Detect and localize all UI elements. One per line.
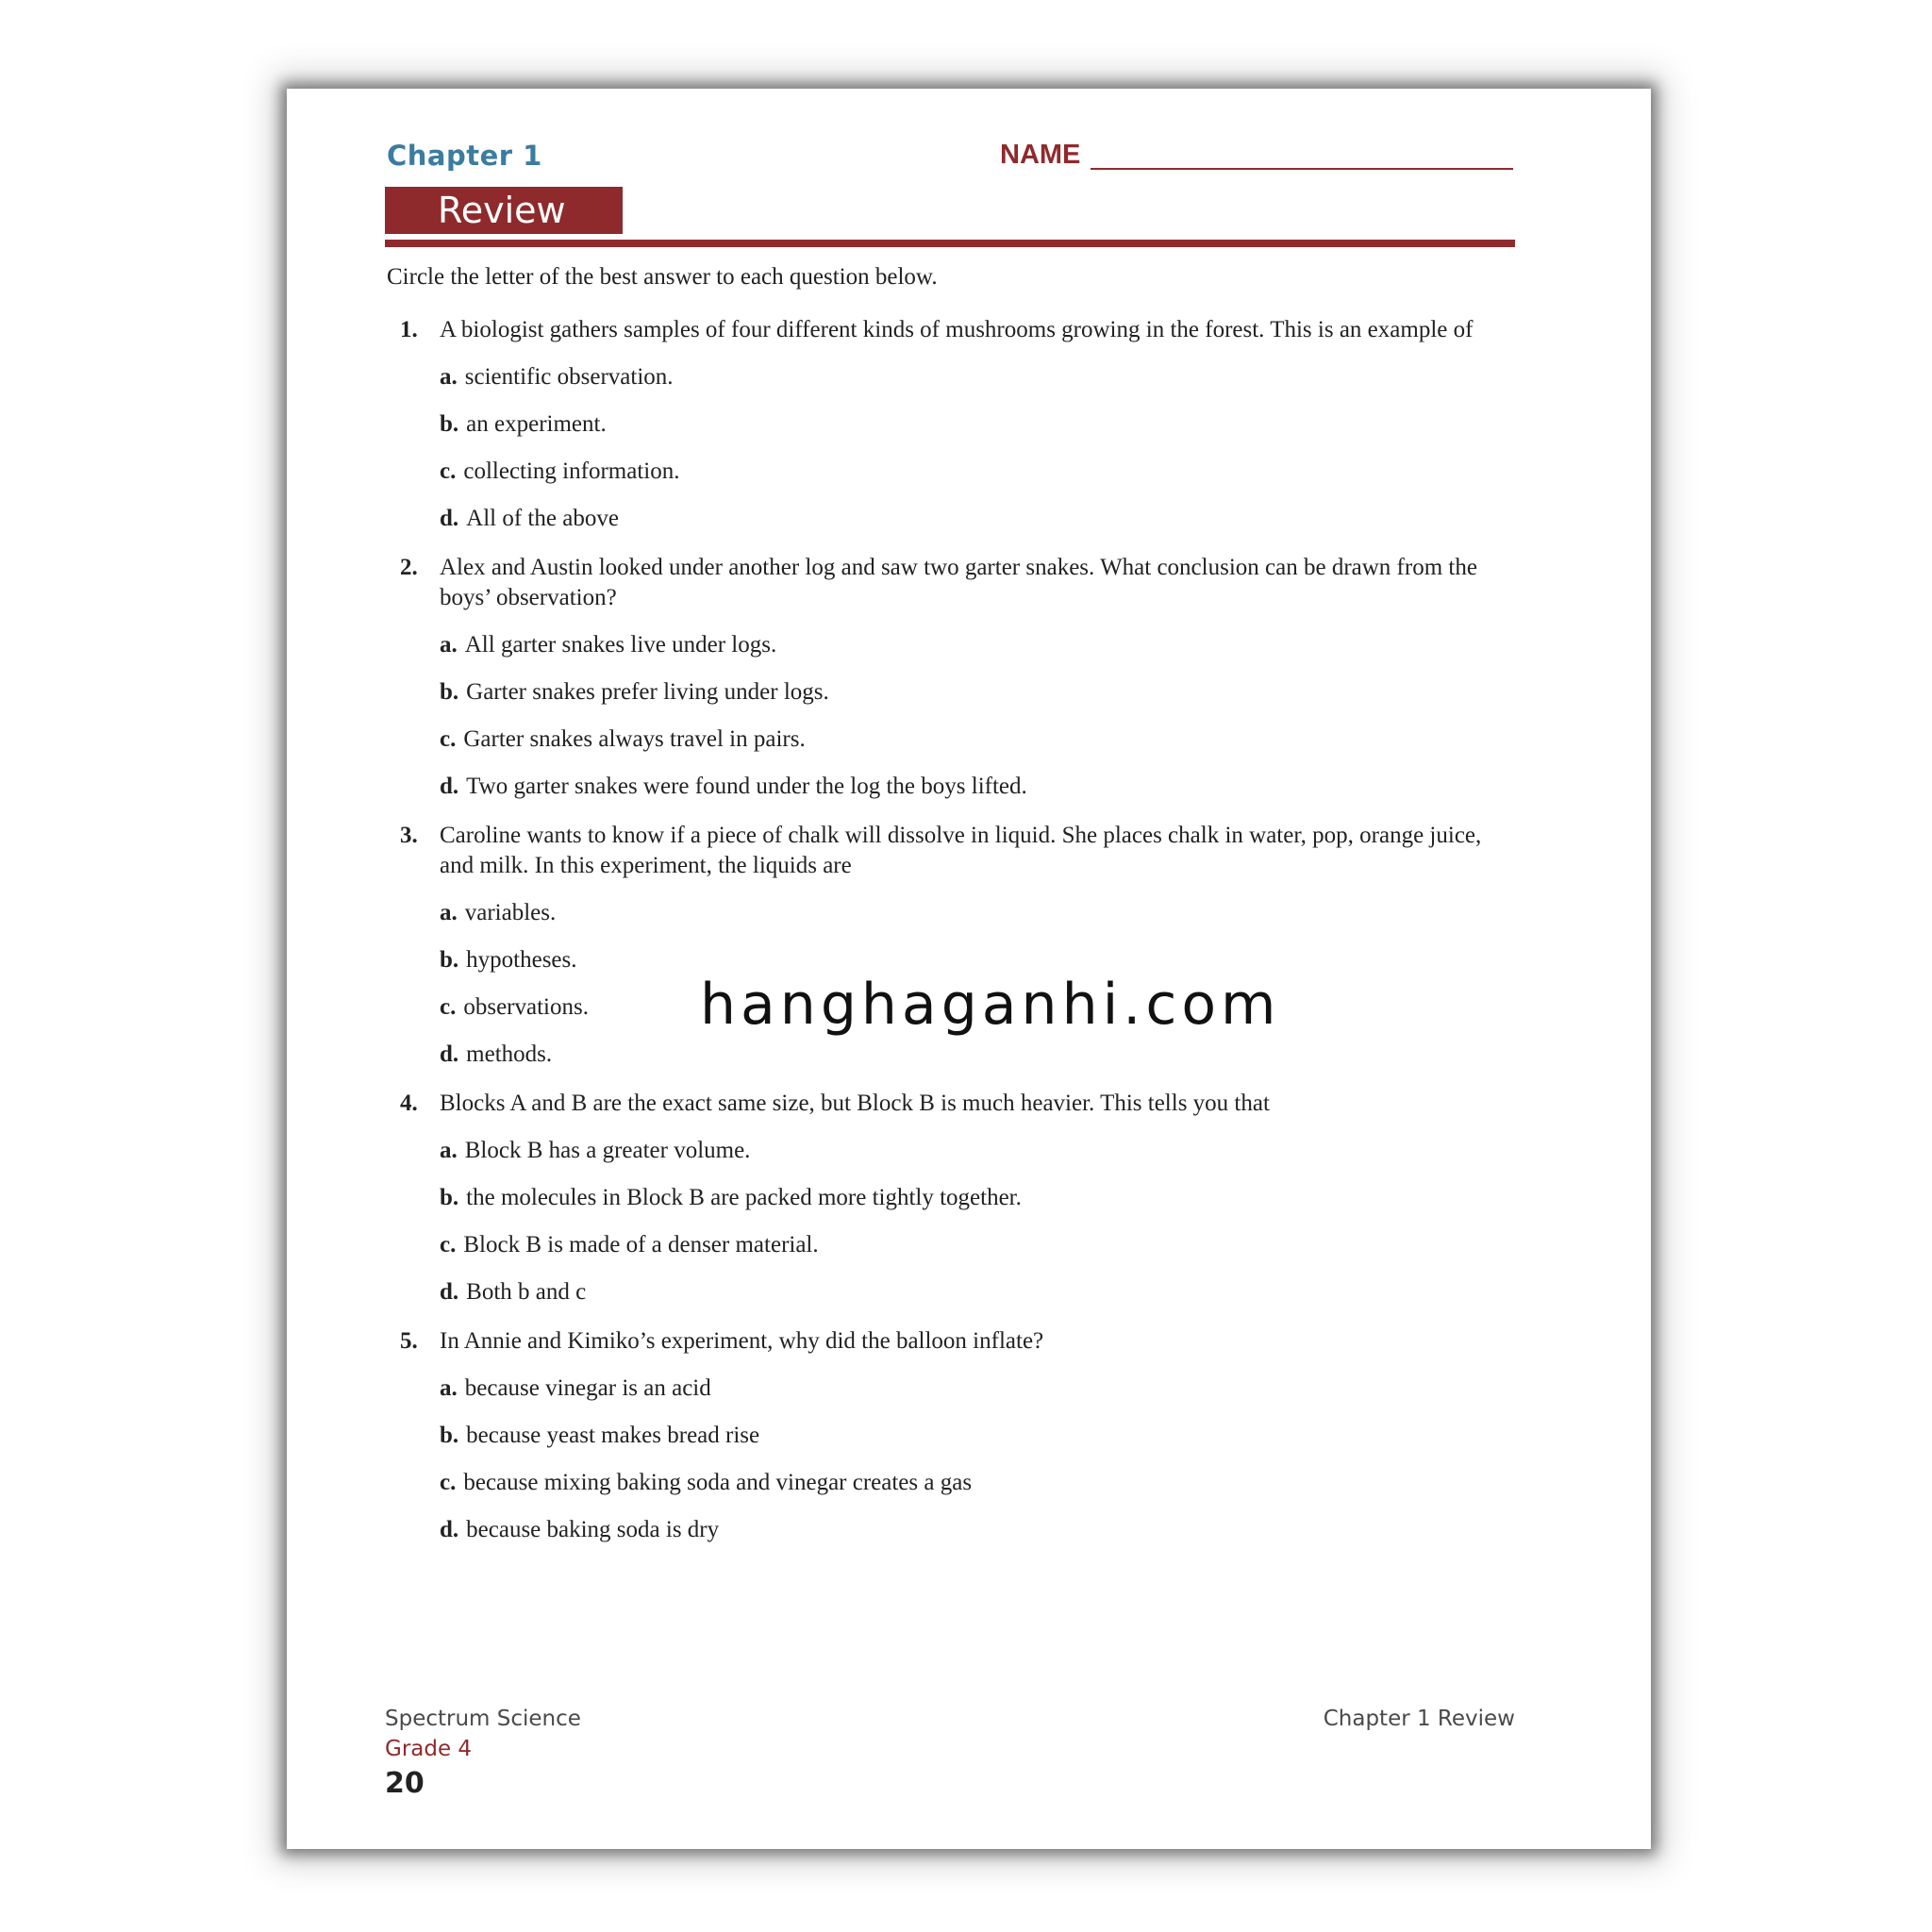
- question-text: Alex and Austin looked under another log and saw two garter snakes. What conclusion can be drawn from the boys’ observation?: [440, 555, 1477, 610]
- question-number: 2.: [400, 555, 418, 580]
- name-blank-line: [1091, 168, 1513, 170]
- answer-option-a[interactable]: [440, 630, 1519, 660]
- option-letter: b.: [440, 1423, 459, 1448]
- header-rule: [385, 240, 1515, 247]
- worksheet-page: [287, 89, 1651, 1849]
- answer-option-a[interactable]: [440, 898, 1519, 928]
- option-text: observations.: [463, 994, 589, 1020]
- option-text: scientific observation.: [464, 364, 674, 390]
- option-text: All garter snakes live under logs.: [464, 632, 777, 658]
- page-number: 20: [385, 1767, 425, 1800]
- answer-option-d[interactable]: [440, 504, 1519, 534]
- question-text: Caroline wants to know if a piece of chalk will dissolve in liquid. She places chalk in water, pop, orange juice, and milk. In this experiment, the liquids are: [440, 823, 1482, 878]
- instruction-text: Circle the letter of the best answer to each question below.: [387, 264, 938, 290]
- option-letter: b.: [440, 1185, 459, 1210]
- option-text: Garter snakes prefer living under logs.: [466, 679, 829, 705]
- question-text: In Annie and Kimiko’s experiment, why did the balloon inflate?: [440, 1328, 1044, 1354]
- option-letter: d.: [440, 1279, 459, 1305]
- footer-series: Spectrum Science: [385, 1707, 581, 1731]
- option-letter: a.: [440, 364, 458, 390]
- answer-option-a[interactable]: [440, 1136, 1519, 1166]
- answer-option-d[interactable]: [440, 1277, 1519, 1307]
- option-letter: b.: [440, 679, 459, 705]
- option-text: Block B is made of a denser material.: [463, 1232, 819, 1257]
- answer-option-d[interactable]: [440, 1515, 1519, 1545]
- footer-grade: Grade 4: [385, 1737, 473, 1761]
- question-4: [387, 1089, 1519, 1307]
- option-text: Both b and c: [466, 1279, 587, 1305]
- chapter-label: Chapter 1: [387, 140, 542, 172]
- option-letter: b.: [440, 411, 459, 437]
- answer-option-c[interactable]: [440, 1230, 1519, 1260]
- option-letter: c.: [440, 726, 457, 752]
- option-text: Two garter snakes were found under the log the boys lifted.: [466, 774, 1027, 799]
- option-letter: a.: [440, 900, 458, 925]
- option-letter: c.: [440, 1232, 457, 1257]
- question-5: [387, 1326, 1519, 1545]
- question-list: [387, 262, 1519, 1564]
- option-text: variables.: [464, 900, 557, 925]
- answer-option-c[interactable]: [440, 457, 1519, 487]
- option-text: the molecules in Block B are packed more tightly together.: [466, 1185, 1022, 1210]
- question-text: Blocks A and B are the exact same size, but Block B is much heavier. This tells you that: [440, 1091, 1270, 1116]
- option-text: because mixing baking soda and vinegar creates a gas: [463, 1470, 973, 1495]
- option-text: an experiment.: [466, 411, 607, 437]
- option-letter: c.: [440, 1470, 457, 1495]
- review-tab: [385, 187, 623, 234]
- answer-option-b[interactable]: [440, 677, 1519, 708]
- footer-chapter-label: Chapter 1 Review: [1323, 1707, 1515, 1731]
- answer-option-b[interactable]: [440, 1183, 1519, 1213]
- option-text: All of the above: [466, 506, 619, 531]
- option-letter: b.: [440, 947, 459, 973]
- answer-option-c[interactable]: [440, 1468, 1519, 1498]
- option-letter: d.: [440, 774, 459, 799]
- answer-option-d[interactable]: [440, 772, 1519, 802]
- option-text: because baking soda is dry: [466, 1517, 720, 1542]
- option-letter: d.: [440, 506, 459, 531]
- question-1: [387, 315, 1519, 534]
- question-text: A biologist gathers samples of four different kinds of mushrooms growing in the forest. This is an example of: [440, 317, 1474, 342]
- option-letter: d.: [440, 1041, 459, 1067]
- answer-option-c[interactable]: [440, 724, 1519, 755]
- option-text: because yeast makes bread rise: [466, 1423, 760, 1448]
- section-title: Review: [438, 190, 566, 231]
- question-2: [387, 553, 1519, 802]
- option-letter: d.: [440, 1517, 459, 1542]
- option-text: methods.: [466, 1041, 553, 1067]
- option-text: Block B has a greater volume.: [464, 1138, 751, 1163]
- option-letter: c.: [440, 458, 457, 484]
- option-letter: a.: [440, 1375, 458, 1401]
- answer-option-b[interactable]: [440, 409, 1519, 440]
- option-text: Garter snakes always travel in pairs.: [463, 726, 806, 752]
- option-text: hypotheses.: [466, 947, 577, 973]
- option-text: because vinegar is an acid: [464, 1375, 711, 1401]
- question-number: 5.: [400, 1328, 418, 1354]
- option-text: collecting information.: [463, 458, 680, 484]
- question-number: 4.: [400, 1091, 418, 1116]
- name-label: NAME: [1000, 140, 1081, 170]
- footer-book-info: [385, 1704, 581, 1804]
- option-letter: a.: [440, 1138, 458, 1163]
- watermark-text: hanghaganhi.com: [700, 972, 1281, 1038]
- question-number: 1.: [400, 317, 418, 342]
- answer-option-a[interactable]: [440, 362, 1519, 392]
- answer-option-a[interactable]: [440, 1374, 1519, 1404]
- question-number: 3.: [400, 823, 418, 848]
- option-letter: a.: [440, 632, 458, 658]
- answer-option-b[interactable]: [440, 1421, 1519, 1451]
- answer-option-d[interactable]: [440, 1040, 1519, 1070]
- option-letter: c.: [440, 994, 457, 1020]
